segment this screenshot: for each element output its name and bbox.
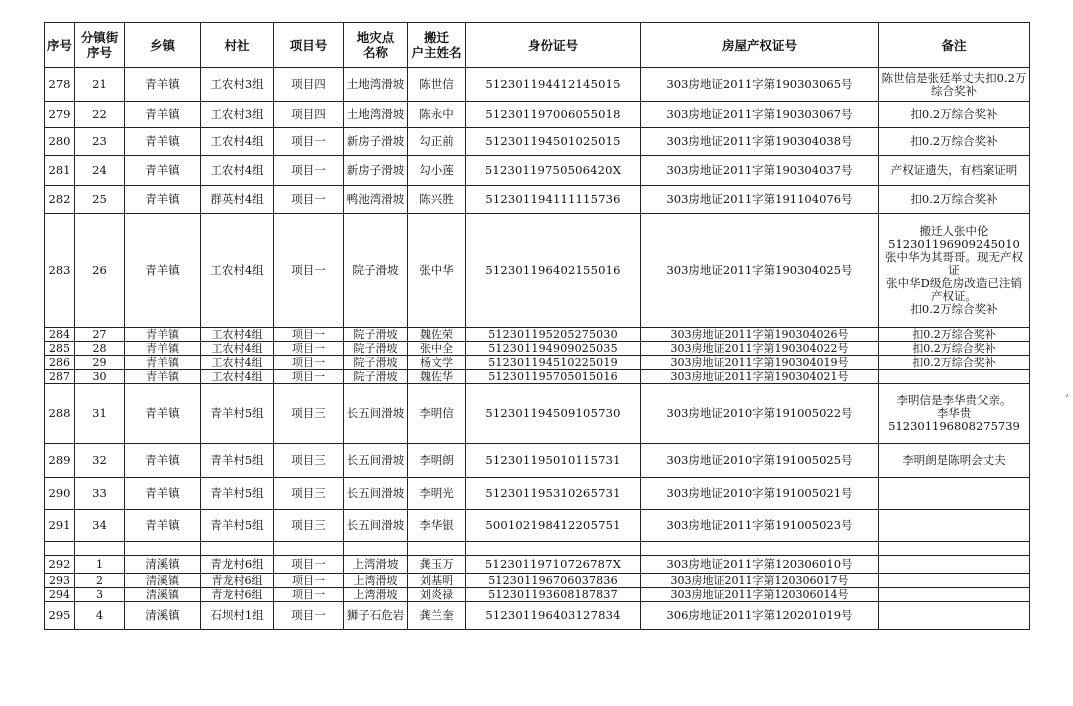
cell-cert: 303房地证2011字第190304026号 [641, 328, 879, 342]
cell-town-no: 21 [75, 68, 125, 102]
cell-town-no: 2 [75, 574, 125, 588]
table-row [45, 186, 1030, 214]
header-row [45, 23, 1030, 68]
cell-note: 扣0.2万综合奖补 [879, 342, 1030, 356]
cell-site: 土地湾滑坡 [344, 102, 408, 128]
cell-town: 青羊镇 [125, 444, 201, 478]
cell-id: 512301196403127834 [466, 602, 641, 630]
cell-project: 项目一 [274, 370, 344, 384]
cell-project: 项目三 [274, 478, 344, 510]
cell-project: 项目一 [274, 186, 344, 214]
cell-owner: 张中华 [408, 214, 466, 328]
cell-no: 290 [45, 478, 75, 510]
col-header-id: 身份证号 [466, 23, 641, 68]
cell-town-no: 31 [75, 384, 125, 444]
cell-town: 青羊镇 [125, 356, 201, 370]
cell-village: 青羊村5组 [201, 510, 274, 542]
cell-owner: 陈永中 [408, 102, 466, 128]
cell-town-no: 4 [75, 602, 125, 630]
cell-village: 工农村4组 [201, 342, 274, 356]
cell-cert: 303房地证2011字第191005023号 [641, 510, 879, 542]
col-header-project: 项目号 [274, 23, 344, 68]
cell-town: 青羊镇 [125, 128, 201, 156]
cell-owner: 李明朗 [408, 444, 466, 478]
cell-village: 青羊村5组 [201, 384, 274, 444]
cell-owner: 勾小莲 [408, 156, 466, 186]
col-header-town-no: 分镇街 序号 [75, 23, 125, 68]
cell-village: 石坝村1组 [201, 602, 274, 630]
cell-town: 清溪镇 [125, 602, 201, 630]
cell-note [879, 370, 1030, 384]
cell-note [879, 602, 1030, 630]
cell-owner: 龚兰奎 [408, 602, 466, 630]
cell-village: 工农村4组 [201, 156, 274, 186]
cell-no: 281 [45, 156, 75, 186]
cell-no: 280 [45, 128, 75, 156]
cell-cert: 303房地证2011字第190304038号 [641, 128, 879, 156]
table-row [45, 602, 1030, 630]
cell-cert: 303房地证2011字第120306014号 [641, 588, 879, 602]
cell-town-no: 27 [75, 328, 125, 342]
cell-id: 51230119750506420X [466, 156, 641, 186]
cell-site: 长五间滑坡 [344, 444, 408, 478]
cell-town-no [75, 542, 125, 556]
margin-mark: , [1065, 386, 1069, 399]
cell-town-no: 3 [75, 588, 125, 602]
cell-project: 项目一 [274, 556, 344, 574]
cell-town [125, 542, 201, 556]
cell-owner: 刘炎禄 [408, 588, 466, 602]
cell-project: 项目一 [274, 574, 344, 588]
cell-cert: 303房地证2011字第191104076号 [641, 186, 879, 214]
cell-town-no: 22 [75, 102, 125, 128]
table-row [45, 588, 1030, 602]
table-row [45, 328, 1030, 342]
cell-village: 青龙村6组 [201, 556, 274, 574]
cell-id: 512301194111115736 [466, 186, 641, 214]
cell-note: 李明朗是陈明会丈夫 [879, 444, 1030, 478]
cell-cert: 303房地证2011字第190303067号 [641, 102, 879, 128]
cell-cert: 306房地证2011字第120201019号 [641, 602, 879, 630]
cell-id [466, 542, 641, 556]
cell-town: 青羊镇 [125, 342, 201, 356]
table-row [45, 128, 1030, 156]
cell-cert: 303房地证2010字第191005025号 [641, 444, 879, 478]
table-row [45, 574, 1030, 588]
cell-site: 鸭池湾滑坡 [344, 186, 408, 214]
cell-id: 512301196706037836 [466, 574, 641, 588]
cell-id: 500102198412205751 [466, 510, 641, 542]
cell-owner: 魏佐华 [408, 370, 466, 384]
cell-project: 项目一 [274, 328, 344, 342]
cell-town: 青羊镇 [125, 510, 201, 542]
cell-note: 产权证遗失，有档案证明 [879, 156, 1030, 186]
cell-project: 项目四 [274, 68, 344, 102]
cell-owner: 陈世信 [408, 68, 466, 102]
cell-site: 院子滑坡 [344, 356, 408, 370]
cell-town-no: 29 [75, 356, 125, 370]
cell-site: 院子滑坡 [344, 370, 408, 384]
cell-project: 项目一 [274, 214, 344, 328]
cell-no: 285 [45, 342, 75, 356]
cell-owner: 杨文学 [408, 356, 466, 370]
cell-town: 青羊镇 [125, 102, 201, 128]
cell-id: 512301194909025035 [466, 342, 641, 356]
cell-owner: 刘基明 [408, 574, 466, 588]
cell-village: 青羊村5组 [201, 478, 274, 510]
cell-village: 青龙村6组 [201, 574, 274, 588]
cell-cert: 303房地证2011字第190304022号 [641, 342, 879, 356]
cell-site: 长五间滑坡 [344, 478, 408, 510]
cell-cert: 303房地证2010字第191005022号 [641, 384, 879, 444]
cell-village: 群英村4组 [201, 186, 274, 214]
cell-project: 项目一 [274, 588, 344, 602]
cell-owner: 勾正前 [408, 128, 466, 156]
col-header-cert: 房屋产权证号 [641, 23, 879, 68]
cell-site: 新房子滑坡 [344, 156, 408, 186]
cell-site: 院子滑坡 [344, 342, 408, 356]
cell-cert: 303房地证2011字第190304037号 [641, 156, 879, 186]
cell-site: 上湾滑坡 [344, 574, 408, 588]
cell-town-no: 26 [75, 214, 125, 328]
cell-cert: 303房地证2010字第191005021号 [641, 478, 879, 510]
cell-town: 青羊镇 [125, 156, 201, 186]
table-row [45, 156, 1030, 186]
cell-site [344, 542, 408, 556]
table-row [45, 68, 1030, 102]
cell-no: 279 [45, 102, 75, 128]
table-row [45, 384, 1030, 444]
table-row [45, 542, 1030, 556]
cell-note: 扣0.2万综合奖补 [879, 128, 1030, 156]
cell-village [201, 542, 274, 556]
cell-cert: 303房地证2011字第190304019号 [641, 356, 879, 370]
cell-id: 512301195010115731 [466, 444, 641, 478]
cell-town: 青羊镇 [125, 328, 201, 342]
cell-id: 512301195205275030 [466, 328, 641, 342]
cell-owner: 张中全 [408, 342, 466, 356]
table-body [45, 68, 1030, 630]
cell-village: 工农村4组 [201, 328, 274, 342]
cell-town: 青羊镇 [125, 478, 201, 510]
cell-town-no: 23 [75, 128, 125, 156]
cell-town: 青羊镇 [125, 370, 201, 384]
cell-site: 长五间滑坡 [344, 510, 408, 542]
cell-village: 工农村3组 [201, 68, 274, 102]
cell-note: 扣0.2万综合奖补 [879, 186, 1030, 214]
cell-town: 清溪镇 [125, 556, 201, 574]
cell-no: 295 [45, 602, 75, 630]
cell-town: 青羊镇 [125, 384, 201, 444]
cell-site: 上湾滑坡 [344, 588, 408, 602]
cell-village: 青龙村6组 [201, 588, 274, 602]
table-row [45, 370, 1030, 384]
cell-town-no: 32 [75, 444, 125, 478]
cell-no [45, 542, 75, 556]
col-header-site: 地灾点 名称 [344, 23, 408, 68]
cell-id: 512301194501025015 [466, 128, 641, 156]
cell-note [879, 478, 1030, 510]
cell-id: 512301194510225019 [466, 356, 641, 370]
cell-project: 项目三 [274, 444, 344, 478]
cell-owner: 魏佐荣 [408, 328, 466, 342]
cell-no: 284 [45, 328, 75, 342]
col-header-village: 村社 [201, 23, 274, 68]
cell-no: 289 [45, 444, 75, 478]
cell-note: 扣0.2万综合奖补 [879, 102, 1030, 128]
cell-no: 292 [45, 556, 75, 574]
cell-id: 512301197006055018 [466, 102, 641, 128]
cell-id: 51230119710726787X [466, 556, 641, 574]
cell-town-no: 25 [75, 186, 125, 214]
cell-owner: 陈兴胜 [408, 186, 466, 214]
cell-site: 新房子滑坡 [344, 128, 408, 156]
cell-no: 282 [45, 186, 75, 214]
cell-id: 512301196402155016 [466, 214, 641, 328]
table-row [45, 102, 1030, 128]
cell-town: 青羊镇 [125, 186, 201, 214]
cell-cert: 303房地证2011字第190304025号 [641, 214, 879, 328]
cell-town: 青羊镇 [125, 214, 201, 328]
cell-id: 512301195705015016 [466, 370, 641, 384]
cell-village: 工农村4组 [201, 356, 274, 370]
cell-town-no: 28 [75, 342, 125, 356]
cell-note [879, 542, 1030, 556]
cell-cert: 303房地证2011字第190303065号 [641, 68, 879, 102]
cell-id: 512301193608187837 [466, 588, 641, 602]
table-row [45, 356, 1030, 370]
cell-note [879, 510, 1030, 542]
cell-site: 土地湾滑坡 [344, 68, 408, 102]
cell-site: 上湾滑坡 [344, 556, 408, 574]
cell-project: 项目三 [274, 510, 344, 542]
cell-project [274, 542, 344, 556]
col-header-note: 备注 [879, 23, 1030, 68]
cell-project: 项目一 [274, 342, 344, 356]
cell-project: 项目一 [274, 128, 344, 156]
cell-note: 陈世信是张廷举丈夫扣0.2万综合奖补 [879, 68, 1030, 102]
table-row [45, 510, 1030, 542]
cell-no: 283 [45, 214, 75, 328]
cell-town-no: 1 [75, 556, 125, 574]
cell-village: 工农村4组 [201, 370, 274, 384]
cell-cert: 303房地证2011字第190304021号 [641, 370, 879, 384]
cell-note [879, 556, 1030, 574]
cell-project: 项目一 [274, 156, 344, 186]
table-row [45, 214, 1030, 328]
table-row [45, 444, 1030, 478]
cell-cert: 303房地证2011字第120306017号 [641, 574, 879, 588]
cell-site: 院子滑坡 [344, 214, 408, 328]
col-header-no: 序号 [45, 23, 75, 68]
cell-note: 扣0.2万综合奖补 [879, 328, 1030, 342]
cell-note [879, 574, 1030, 588]
cell-village: 工农村4组 [201, 214, 274, 328]
table-row [45, 342, 1030, 356]
cell-id: 512301194509105730 [466, 384, 641, 444]
cell-town: 清溪镇 [125, 574, 201, 588]
cell-town: 青羊镇 [125, 68, 201, 102]
cell-town: 清溪镇 [125, 588, 201, 602]
cell-note: 李明信是李华贵父亲。 李华贵 512301196808275739 [879, 384, 1030, 444]
cell-note: 搬迁人张中伦 512301196909245010 张中华为其哥哥。现无产权证 张中华D级危房改造已注销产权证。 扣0.2万综合奖补 [879, 214, 1030, 328]
cell-no: 286 [45, 356, 75, 370]
cell-owner: 龚玉万 [408, 556, 466, 574]
cell-site: 院子滑坡 [344, 328, 408, 342]
cell-id: 512301195310265731 [466, 478, 641, 510]
cell-town-no: 34 [75, 510, 125, 542]
cell-no: 278 [45, 68, 75, 102]
cell-village: 工农村4组 [201, 128, 274, 156]
cell-village: 工农村3组 [201, 102, 274, 128]
cell-village: 青羊村5组 [201, 444, 274, 478]
cell-town-no: 24 [75, 156, 125, 186]
cell-owner: 李明光 [408, 478, 466, 510]
cell-site: 长五间滑坡 [344, 384, 408, 444]
cell-project: 项目三 [274, 384, 344, 444]
cell-cert: 303房地证2011字第120306010号 [641, 556, 879, 574]
cell-no: 287 [45, 370, 75, 384]
cell-site: 狮子石危岩 [344, 602, 408, 630]
cell-project: 项目一 [274, 602, 344, 630]
cell-owner: 李华银 [408, 510, 466, 542]
table-row [45, 556, 1030, 574]
cell-project: 项目一 [274, 356, 344, 370]
cell-note [879, 588, 1030, 602]
cell-owner [408, 542, 466, 556]
cell-town-no: 33 [75, 478, 125, 510]
cell-no: 294 [45, 588, 75, 602]
cell-town-no: 30 [75, 370, 125, 384]
cell-no: 288 [45, 384, 75, 444]
cell-no: 293 [45, 574, 75, 588]
relocation-register-table [44, 22, 1030, 630]
cell-no: 291 [45, 510, 75, 542]
cell-cert [641, 542, 879, 556]
col-header-owner: 搬迁 户主姓名 [408, 23, 466, 68]
cell-project: 项目四 [274, 102, 344, 128]
cell-owner: 李明信 [408, 384, 466, 444]
table-row [45, 478, 1030, 510]
cell-id: 512301194412145015 [466, 68, 641, 102]
cell-note: 扣0.2万综合奖补 [879, 356, 1030, 370]
col-header-town: 乡镇 [125, 23, 201, 68]
